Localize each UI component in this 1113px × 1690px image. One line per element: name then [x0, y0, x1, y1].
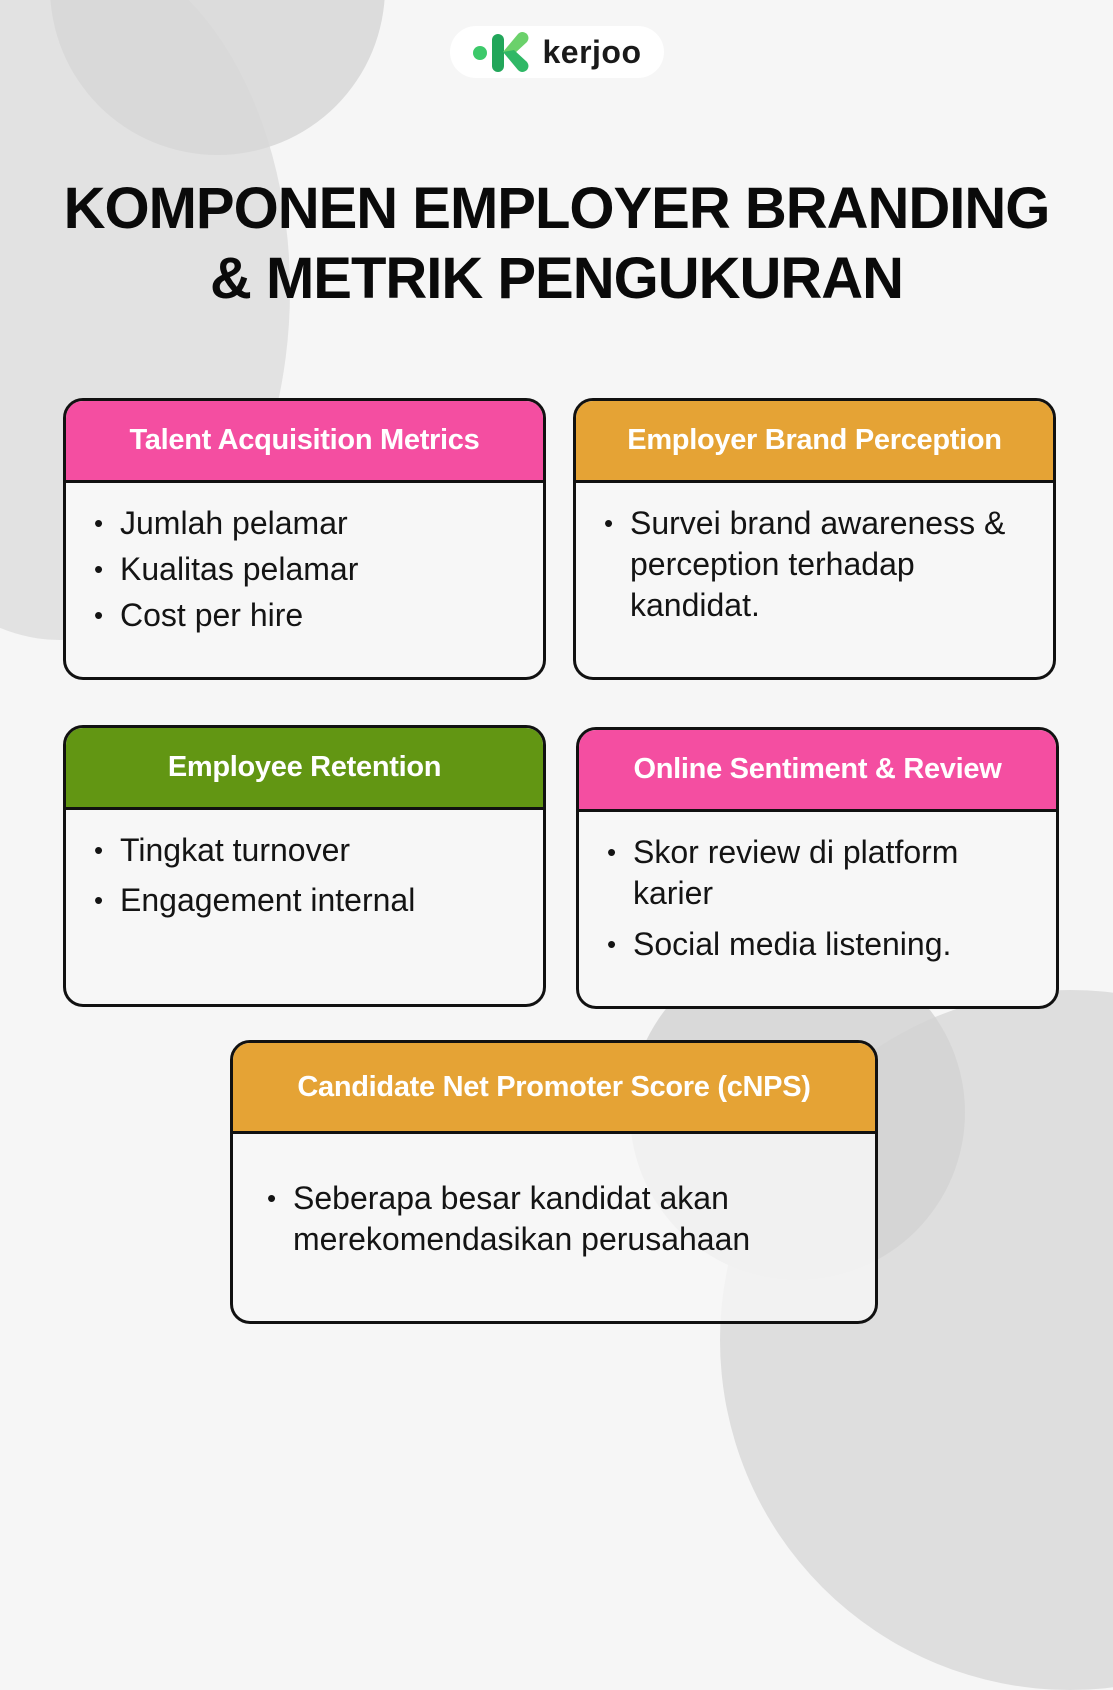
- page-title-line-2: & METRIK PENGUKURAN: [209, 246, 904, 311]
- list-item: • Kualitas pelamar: [94, 549, 543, 590]
- logo-wordmark: kerjoo: [542, 33, 642, 70]
- list-item: • Skor review di platform karier: [607, 832, 1036, 914]
- card-list: [576, 483, 1053, 626]
- list-item: • Seberapa besar kandidat akan merekomendasikan perusahaan: [267, 1178, 855, 1260]
- card-heading: Online Sentiment & Review: [579, 730, 1056, 812]
- card-online-sentiment: [576, 727, 1059, 1009]
- list-item: • Engagement internal: [94, 880, 543, 921]
- list-item: • Social media listening.: [607, 924, 1036, 965]
- card-talent-acquisition: [63, 398, 546, 680]
- card-heading: Candidate Net Promoter Score (cNPS): [233, 1043, 875, 1134]
- card-list: [233, 1134, 875, 1260]
- card-list: [66, 483, 543, 636]
- page-title-line-1: KOMPONEN EMPLOYER BRANDING: [63, 176, 1050, 241]
- card-heading: Talent Acquisition Metrics: [66, 401, 543, 483]
- list-item: • Survei brand awareness & perception terhadap kandidat.: [604, 503, 1033, 626]
- list-item: • Jumlah pelamar: [94, 503, 543, 544]
- list-item: • Tingkat turnover: [94, 830, 543, 871]
- card-candidate-nps: [230, 1040, 878, 1324]
- card-heading: Employee Retention: [66, 728, 543, 810]
- card-employer-brand-perception: [573, 398, 1056, 680]
- brand-logo: [450, 26, 664, 78]
- card-employee-retention: [63, 725, 546, 1007]
- card-heading: Employer Brand Perception: [576, 401, 1053, 483]
- list-item: • Cost per hire: [94, 595, 543, 636]
- card-list: [579, 812, 1056, 965]
- kerjoo-logo-icon: [472, 30, 534, 74]
- card-list: [66, 810, 543, 921]
